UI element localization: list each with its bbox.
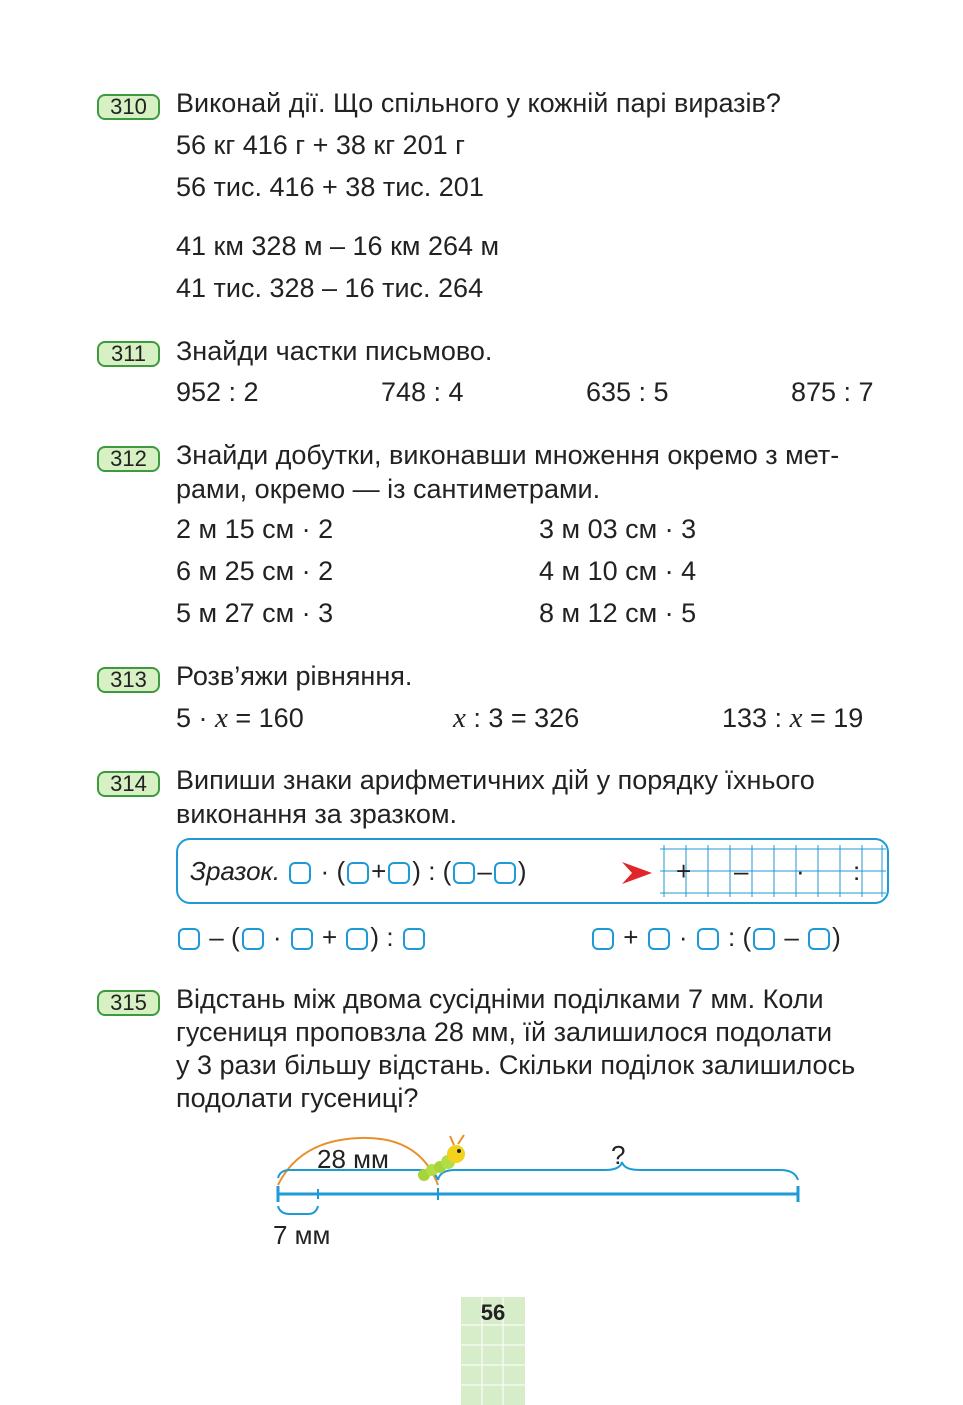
exercise-314-prompt-line-1: Випиши знаки арифметичних дій у порядку їхнього [176, 765, 815, 795]
exercise-number-313: 313 [97, 667, 160, 693]
arrow-right-icon [620, 858, 654, 888]
empty-box[interactable] [178, 928, 200, 950]
exercise-312-item: 2 м 15 см · 2 [176, 514, 334, 544]
empty-box[interactable] [808, 928, 830, 950]
exercise-310-line-1: 56 кг 416 г + 38 кг 201 г [176, 130, 465, 160]
exercise-312-prompt-line-1: Знайди добутки, виконавши множення окремо з мет- [176, 440, 840, 470]
empty-box[interactable] [648, 928, 670, 950]
empty-box[interactable] [291, 928, 313, 950]
empty-box[interactable] [403, 928, 425, 950]
brace-7 [278, 1206, 318, 1214]
exercise-315-line-4: подолати гусениці? [176, 1083, 419, 1113]
exercise-311-item: 635 : 5 [586, 377, 669, 407]
exercise-310-prompt: Виконай дії. Що спільного у кожній парі виразів? [176, 88, 781, 118]
equation-3: 133 : x = 19 [722, 702, 864, 734]
exercise-312-item: 5 м 27 см · 3 [176, 598, 334, 628]
exercise-number-310: 310 [97, 94, 160, 120]
exercise-number-311: 311 [97, 341, 160, 367]
empty-box[interactable] [697, 928, 719, 950]
exercise-310-line-3: 41 км 328 м – 16 км 264 м [176, 231, 500, 261]
exercise-312-item: 8 м 12 см · 5 [539, 598, 697, 628]
exercise-number-312: 312 [97, 446, 160, 472]
page-number-block [461, 1297, 525, 1405]
empty-box[interactable] [388, 862, 410, 884]
exercise-315-line-3: у 3 рази більшу відстань. Скільки поділок залишилось [176, 1050, 856, 1080]
empty-box[interactable] [347, 862, 369, 884]
exercise-311-item: 952 : 2 [176, 377, 259, 407]
equation-2: x : 3 = 326 [453, 702, 580, 734]
page-number: 56 [480, 1300, 506, 1325]
empty-box[interactable] [289, 862, 311, 884]
exercise-312-prompt-line-2: рами, окремо — із сантиметрами. [176, 474, 601, 504]
label-step: 7 мм [273, 1220, 331, 1250]
empty-box[interactable] [346, 928, 368, 950]
sample-label: Зразок. [190, 856, 281, 886]
exercise-311-prompt: Знайди частки письмово. [176, 336, 493, 366]
label-remaining: ? [611, 1140, 626, 1170]
label-crawled: 28 мм [317, 1144, 389, 1174]
equation-1: 5 · x = 160 [176, 702, 304, 734]
exercise-number-315: 315 [97, 990, 160, 1016]
empty-box[interactable] [592, 928, 614, 950]
exercise-311-item: 875 : 7 [791, 377, 874, 407]
answer-sign: – [734, 856, 749, 886]
task-expression-1: – ( · + ) : [176, 922, 427, 953]
empty-box[interactable] [242, 928, 264, 950]
task-expression-2: + · : ( – ) [590, 922, 841, 953]
exercise-312-item: 3 м 03 см · 3 [539, 514, 697, 544]
answer-sign: : [853, 856, 861, 886]
exercise-313-prompt: Розв’яжи рівняння. [176, 661, 413, 691]
exercise-315-line-2: гусениця проповзла 28 мм, їй залишилося подолати [176, 1017, 833, 1047]
sample-expression: Зразок. · ( + ) : ( – ) [190, 856, 527, 886]
exercise-312-item: 4 м 10 см · 4 [539, 556, 697, 586]
exercise-312-item: 6 м 25 см · 2 [176, 556, 334, 586]
empty-box[interactable] [453, 862, 475, 884]
exercise-310-line-4: 41 тис. 328 – 16 тис. 264 [176, 273, 484, 303]
empty-box[interactable] [494, 862, 516, 884]
exercise-310-line-2: 56 тис. 416 + 38 тис. 201 [176, 172, 484, 202]
empty-box[interactable] [753, 928, 775, 950]
answer-sign: + [676, 856, 692, 886]
exercise-315-line-1: Відстань між двома сусідніми поділками 7 мм. Коли [176, 984, 824, 1014]
exercise-number-314: 314 [97, 771, 160, 797]
exercise-314-prompt-line-2: виконання за зразком. [176, 799, 458, 829]
answer-sign: · [796, 856, 805, 886]
exercise-311-item: 748 : 4 [381, 377, 464, 407]
